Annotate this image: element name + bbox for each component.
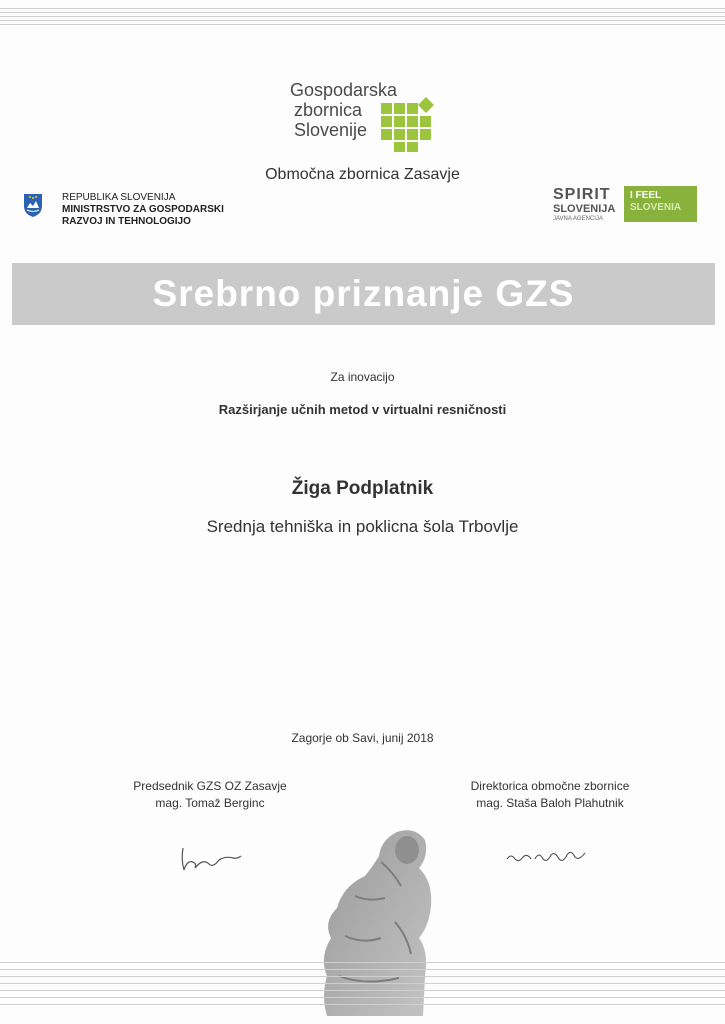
innovation-name: Razširjanje učnih metod v virtualni resničnosti (218, 402, 507, 417)
right-signatory-name: mag. Staša Baloh Plahutnik (476, 796, 624, 810)
spirit-line-3: JAVNA AGENCIJA (553, 216, 603, 222)
spirit-line-2: SLOVENIJA (553, 203, 616, 215)
ministry-line-3: RAZVOJ IN TEHNOLOGIJO (62, 216, 191, 227)
right-signatory-role: Direktorica območne zbornice (470, 779, 630, 793)
gzs-logo-line-2: zbornica (294, 100, 363, 120)
innovation-label: Za inovacijo (330, 370, 395, 384)
ministry-line-1: REPUBLIKA SLOVENIJA (62, 192, 176, 203)
gzs-logo-line-1: Gospodarska (290, 80, 398, 100)
regional-chamber-name: Območna zbornica Zasavje (265, 166, 460, 183)
certificate-title: Srebrno priznanje GZS (152, 273, 575, 314)
badge-line-2: SLOVENIA (630, 202, 682, 213)
spirit-line-1: SPIRIT (553, 186, 611, 203)
ministry-line-2: MINISTRSTVO ZA GOSPODARSKI (62, 204, 224, 215)
left-handwritten-signature (175, 838, 245, 878)
title-banner (12, 263, 715, 325)
right-handwritten-signature (505, 845, 590, 867)
school-name: Srednja tehniška in poklicna šola Trbovlje (206, 517, 519, 536)
awardee-name: Žiga Podplatnik (291, 478, 434, 499)
spirit-slovenia-logo (553, 186, 703, 226)
badge-line-1: I FEEL (630, 190, 662, 201)
decorative-bottom-lines (0, 962, 725, 1011)
gzs-logo-line-3: Slovenije (294, 120, 368, 140)
decorative-top-lines (0, 8, 725, 28)
left-signatory-name: mag. Tomaž Berginc (155, 796, 265, 810)
right-signatory (460, 778, 640, 812)
gzs-grid-mark-icon (381, 97, 437, 153)
place-and-date: Zagorje ob Savi, junij 2018 (291, 731, 434, 745)
slovenia-coat-of-arms-icon (22, 192, 44, 218)
i-feel-slovenia-badge (624, 186, 697, 222)
left-signatory (120, 778, 300, 812)
gzs-logo (290, 80, 440, 150)
left-signatory-role: Predsednik GZS OZ Zasavje (133, 779, 287, 793)
ministry-text (62, 192, 262, 228)
